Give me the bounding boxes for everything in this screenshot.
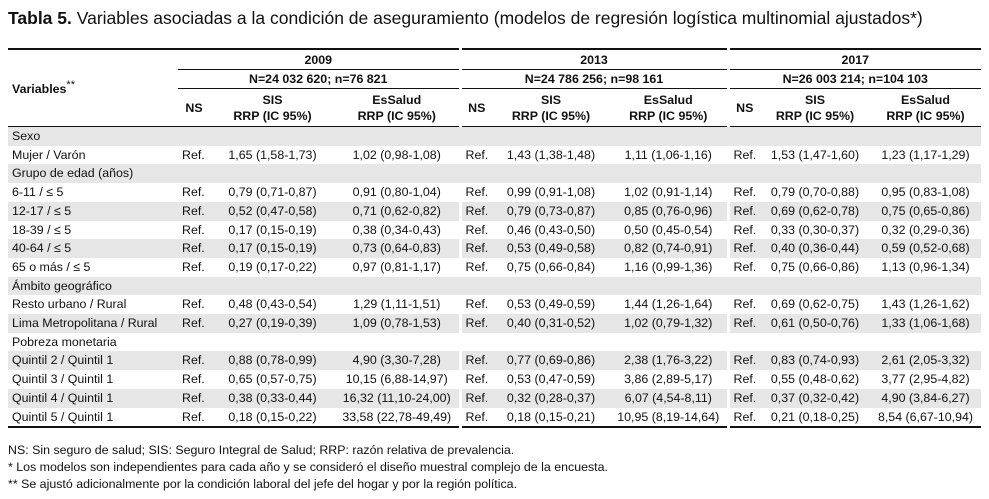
sis-cell: 0,69 (0,62-0,75) <box>770 297 860 312</box>
ref-cell: Ref. <box>178 351 210 370</box>
sis-cell: 0,53 (0,49-0,59) <box>506 297 596 312</box>
row-label: Quintil 3 / Quintil 1 <box>12 372 114 387</box>
table-row <box>8 258 981 277</box>
sis-cell: 0,18 (0,15-0,21) <box>492 408 610 428</box>
ref-cell: Ref. <box>460 183 492 202</box>
essalud-header-2013: EsSalud RRP (IC 95%) <box>610 89 728 127</box>
sis-cell: 0,17 (0,15-0,19) <box>210 239 335 258</box>
group-row <box>8 127 981 146</box>
row-label: Quintil 2 / Quintil 1 <box>8 351 178 370</box>
essalud-cell: 1,02 (0,91-1,14) <box>624 185 713 200</box>
ref-cell: Ref. <box>728 221 760 240</box>
sis-cell: 0,17 (0,15-0,19) <box>228 222 317 237</box>
ref-cell: Ref. <box>460 146 492 165</box>
footnote-abbreviations: NS: Sin seguro de salud; SIS: Seguro Integral de Salud; RRP: razón relativa de prevalencia. <box>8 443 515 457</box>
year-header-2017: 2017 <box>728 49 981 70</box>
ref-cell: Ref. <box>728 370 760 389</box>
sis-cell: 0,19 (0,17-0,22) <box>228 259 317 274</box>
table-footnotes <box>8 442 983 493</box>
essalud-header-2017: EsSalud RRP (IC 95%) <box>870 89 981 127</box>
ref-cell: Ref. <box>728 202 760 221</box>
essalud-cell: 1,13 (0,96-1,34) <box>881 259 970 274</box>
essalud-cell: 0,85 (0,76-0,96) <box>610 202 728 221</box>
footnote-adjustment: ** Se ajustó adicionalmente por la condición laboral del jefe del hogar y por la región política. <box>8 477 518 491</box>
essalud-cell: 0,73 (0,64-0,83) <box>335 239 460 258</box>
ref-cell: Ref. <box>460 239 492 258</box>
variables-header <box>8 49 178 127</box>
sis-cell: 0,79 (0,71-0,87) <box>228 185 317 200</box>
essalud-cell: 2,61 (2,05-3,32) <box>870 351 981 370</box>
ref-cell: Ref. <box>728 314 760 333</box>
essalud-cell: 1,16 (0,99-1,36) <box>624 259 713 274</box>
essalud-cell: 0,50 (0,45-0,54) <box>624 222 713 237</box>
group-row <box>8 164 981 183</box>
table-row <box>8 183 981 202</box>
essalud-cell: 16,32 (11,10-24,00) <box>335 389 460 408</box>
essalud-cell: 0,32 (0,29-0,36) <box>881 222 970 237</box>
row-label: 65 o más / ≤ 5 <box>12 259 91 274</box>
table-label: Tabla 5. <box>8 8 72 28</box>
ref-cell: Ref. <box>728 146 760 165</box>
essalud-cell: 2,38 (1,76-3,22) <box>610 351 728 370</box>
essalud-cell: 1,33 (1,06-1,68) <box>870 314 981 333</box>
year-header-2013: 2013 <box>460 49 728 70</box>
variables-header-label: Variables <box>12 82 67 97</box>
ref-cell: Ref. <box>460 295 492 314</box>
ref-cell: Ref. <box>460 221 492 240</box>
group-label: Sexo <box>8 127 981 146</box>
sis-cell: 0,53 (0,49-0,58) <box>492 239 610 258</box>
ref-cell: Ref. <box>728 295 760 314</box>
regression-table <box>8 48 981 428</box>
table-row <box>8 370 981 389</box>
sis-cell: 0,65 (0,57-0,75) <box>228 372 317 387</box>
essalud-cell: 0,97 (0,81-1,17) <box>352 259 441 274</box>
footnote-models: * Los modelos son independientes para cada año y se consideró el diseño muestral complejo de la encuesta. <box>8 460 608 474</box>
sis-cell: 0,77 (0,69-0,86) <box>492 351 610 370</box>
sis-cell: 0,61 (0,50-0,76) <box>760 314 870 333</box>
sis-cell: 1,43 (1,38-1,48) <box>506 147 596 162</box>
sis-cell: 0,69 (0,62-0,78) <box>760 202 870 221</box>
sis-cell: 0,53 (0,47-0,59) <box>506 372 596 387</box>
essalud-cell: 8,54 (6,67-10,94) <box>870 408 981 428</box>
essalud-cell: 0,75 (0,65-0,86) <box>870 202 981 221</box>
row-label: Lima Metropolitana / Rural <box>8 314 178 333</box>
ns-header-2017: NS <box>728 89 760 127</box>
sis-cell: 0,83 (0,74-0,93) <box>760 351 870 370</box>
row-label: 40-64 / ≤ 5 <box>8 239 178 258</box>
ref-cell: Ref. <box>460 258 492 277</box>
table-row <box>8 221 981 240</box>
sis-cell: 0,18 (0,15-0,22) <box>210 408 335 428</box>
table-row <box>8 351 981 370</box>
group-label: Grupo de edad (años) <box>8 164 981 183</box>
row-label: Resto urbano / Rural <box>12 297 127 312</box>
table-caption: Variables asociadas a la condición de aseguramiento (modelos de regresión logística multinomial ajustados*) <box>71 8 923 28</box>
table-row <box>8 239 981 258</box>
essalud-cell: 0,95 (0,83-1,08) <box>881 185 970 200</box>
ref-cell: Ref. <box>182 222 205 237</box>
table-body <box>8 127 981 428</box>
ref-cell: Ref. <box>178 202 210 221</box>
essalud-header-2009: EsSalud RRP (IC 95%) <box>335 89 460 127</box>
ref-cell: Ref. <box>182 372 205 387</box>
group-row <box>8 333 981 352</box>
row-label: 12-17 / ≤ 5 <box>8 202 178 221</box>
ref-cell: Ref. <box>460 408 492 428</box>
essalud-cell: 1,11 (1,06-1,16) <box>624 147 712 162</box>
row-label: 6-11 / ≤ 5 <box>12 185 64 200</box>
essalud-cell: 1,29 (1,11-1,51) <box>353 297 441 312</box>
sample-size-2013: N=24 786 256; n=98 161 <box>460 70 728 89</box>
sis-cell: 0,79 (0,70-0,88) <box>770 185 860 200</box>
row-label: Quintil 5 / Quintil 1 <box>8 408 178 428</box>
ref-cell: Ref. <box>460 202 492 221</box>
table-row <box>8 314 981 333</box>
variables-header-mark: ** <box>66 79 75 92</box>
table-row <box>8 408 981 428</box>
ref-cell: Ref. <box>728 408 760 428</box>
sis-cell: 0,88 (0,78-0,99) <box>210 351 335 370</box>
essalud-cell: 0,82 (0,74-0,91) <box>610 239 728 258</box>
group-label: Ámbito geográfico <box>8 277 981 296</box>
sis-cell: 0,38 (0,33-0,44) <box>210 389 335 408</box>
ref-cell: Ref. <box>178 239 210 258</box>
sis-cell: 0,40 (0,36-0,44) <box>760 239 870 258</box>
sis-cell: 1,53 (1,47-1,60) <box>770 147 860 162</box>
essalud-cell: 1,09 (0,78-1,53) <box>335 314 460 333</box>
sis-cell: 0,32 (0,28-0,37) <box>492 389 610 408</box>
sis-cell: 0,21 (0,18-0,25) <box>760 408 870 428</box>
essalud-cell: 0,38 (0,34-0,43) <box>352 222 441 237</box>
sis-header-2009: SIS RRP (IC 95%) <box>210 89 335 127</box>
sis-cell: 0,52 (0,47-0,58) <box>210 202 335 221</box>
sis-cell: 0,79 (0,73-0,87) <box>492 202 610 221</box>
ref-cell: Ref. <box>178 389 210 408</box>
essalud-cell: 1,23 (1,17-1,29) <box>881 147 970 162</box>
essalud-cell: 1,02 (0,98-1,08) <box>352 147 441 162</box>
essalud-cell: 1,02 (0,79-1,32) <box>610 314 728 333</box>
sis-cell: 0,40 (0,31-0,52) <box>492 314 610 333</box>
essalud-cell: 4,90 (3,84-6,27) <box>870 389 981 408</box>
sample-size-2017: N=26 003 214; n=104 103 <box>728 70 981 89</box>
table-row <box>8 389 981 408</box>
ref-cell: Ref. <box>178 314 210 333</box>
sis-cell: 0,27 (0,19-0,39) <box>210 314 335 333</box>
ref-cell: Ref. <box>460 389 492 408</box>
essalud-cell: 0,91 (0,80-1,04) <box>352 185 441 200</box>
ref-cell: Ref. <box>728 239 760 258</box>
row-label: 18-39 / ≤ 5 <box>12 222 72 237</box>
ref-cell: Ref. <box>182 147 205 162</box>
ns-header-2013: NS <box>460 89 492 127</box>
essalud-cell: 10,15 (6,88-14,97) <box>345 372 448 387</box>
essalud-cell: 10,95 (8,19-14,64) <box>610 408 728 428</box>
essalud-cell: 6,07 (4,54-8,11) <box>610 389 728 408</box>
sis-header-2017: SIS RRP (IC 95%) <box>760 89 870 127</box>
essalud-cell: 1,44 (1,26-1,64) <box>624 297 713 312</box>
sis-header-2013: SIS RRP (IC 95%) <box>492 89 610 127</box>
year-header-2009: 2009 <box>178 49 460 70</box>
ref-cell: Ref. <box>728 183 760 202</box>
ref-cell: Ref. <box>182 259 205 274</box>
ref-cell: Ref. <box>460 314 492 333</box>
sample-size-2009: N=24 032 620; n=76 821 <box>178 70 460 89</box>
row-label: Quintil 4 / Quintil 1 <box>8 389 178 408</box>
sis-cell: 1,65 (1,58-1,73) <box>228 147 317 162</box>
essalud-cell: 1,43 (1,26-1,62) <box>881 297 970 312</box>
table-row <box>8 202 981 221</box>
ref-cell: Ref. <box>728 389 760 408</box>
group-label: Pobreza monetaria <box>12 334 117 349</box>
sis-cell: 0,55 (0,48-0,62) <box>770 372 860 387</box>
year-header-row <box>8 49 981 70</box>
ref-cell: Ref. <box>178 408 210 428</box>
sis-cell: 0,48 (0,43-0,54) <box>228 297 317 312</box>
ref-cell: Ref. <box>728 258 760 277</box>
essalud-cell: 33,58 (22,78-49,49) <box>335 408 460 428</box>
table-row <box>8 295 981 314</box>
ns-header-2009: NS <box>178 89 210 127</box>
sis-cell: 0,33 (0,30-0,37) <box>770 222 860 237</box>
ref-cell: Ref. <box>460 370 492 389</box>
sis-cell: 0,46 (0,43-0,50) <box>506 222 596 237</box>
table-row <box>8 146 981 165</box>
group-row <box>8 277 981 296</box>
essalud-cell: 0,71 (0,62-0,82) <box>335 202 460 221</box>
ref-cell: Ref. <box>460 351 492 370</box>
sis-cell: 0,37 (0,32-0,42) <box>760 389 870 408</box>
table-title <box>8 6 983 30</box>
sis-cell: 0,75 (0,66-0,86) <box>770 259 860 274</box>
essalud-cell: 3,86 (2,89-5,17) <box>624 372 713 387</box>
sis-cell: 0,75 (0,66-0,84) <box>506 259 596 274</box>
essalud-cell: 0,59 (0,52-0,68) <box>870 239 981 258</box>
essalud-cell: 3,77 (2,95-4,82) <box>881 372 970 387</box>
ref-cell: Ref. <box>728 351 760 370</box>
ref-cell: Ref. <box>182 297 205 312</box>
ref-cell: Ref. <box>182 185 205 200</box>
essalud-cell: 4,90 (3,30-7,28) <box>335 351 460 370</box>
sis-cell: 0,99 (0,91-1,08) <box>506 185 596 200</box>
row-label: Mujer / Varón <box>12 147 86 162</box>
